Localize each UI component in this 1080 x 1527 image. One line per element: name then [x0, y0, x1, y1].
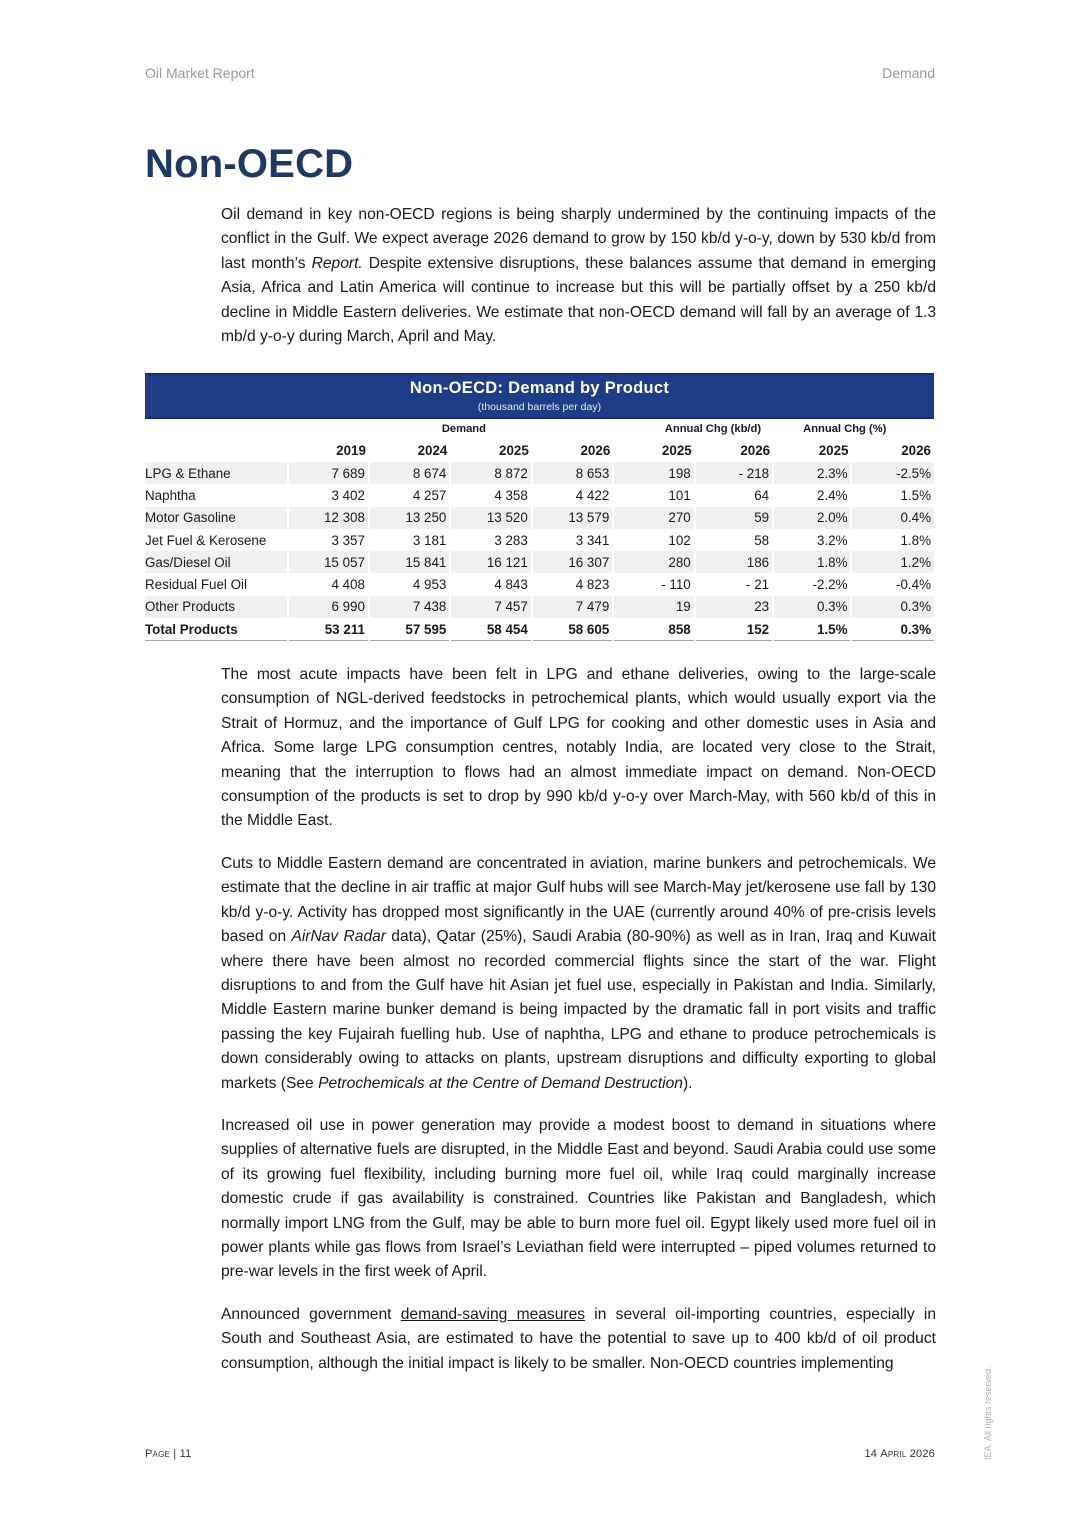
table-cell: 152 [695, 618, 773, 641]
table-cell: 12 308 [288, 507, 369, 529]
product-label: Residual Fuel Oil [145, 577, 247, 593]
year-header: 2019 [336, 442, 366, 458]
table-cell: 8 653 [532, 462, 613, 484]
table-cell: 0.3% [851, 618, 934, 641]
table-cell: 4 358 [450, 484, 531, 506]
table-cell: 1.5% [851, 484, 934, 506]
petrochemicals-section-reference[interactable]: Petrochemicals at the Centre of Demand Destruction [318, 1074, 683, 1092]
table-cell: 4 823 [532, 573, 613, 595]
table-row [145, 507, 934, 529]
table-cell: 2.3% [773, 462, 851, 484]
table-cell: -2.2% [773, 573, 851, 595]
paragraph-lpg: The most acute impacts have been felt in LPG and ethane deliveries, owing to the large-scale consumption of NGL-derived feedstocks in petrochemical plants, which would usually export via the Strait of Hormuz, and the importance of Gulf LPG for cooking and other domestic uses in Asia and Africa. Some large LPG consumption centres, notably India, are located very close to the Strait, meaning that the interruption to flows had an almost immediate impact on demand. Non-OECD consumption of the products is set to drop by 990 kb/d y-o-y over March-May, with 560 kb/d of this in the Middle East. [221, 666, 936, 830]
table-cell: 1.8% [773, 551, 851, 573]
table-cell: 3 283 [450, 529, 531, 551]
table-cell: 58 454 [450, 618, 531, 641]
table-cell: 7 689 [288, 462, 369, 484]
table-cell: 3.2% [773, 529, 851, 551]
product-label: Total Products [145, 618, 288, 641]
table-cell: 53 211 [288, 618, 369, 641]
report-title: Oil Market Report [145, 65, 255, 81]
table-cell: 4 843 [450, 573, 531, 595]
paragraph-intro: Oil demand in key non-OECD regions is being sharply undermined by the continuing impacts of the conflict in the Gulf. We expect average 2026 demand to grow by 150 kb/d y-o-y, down by 530 kb/d from last month’s Report. Despite extensive disruptions, these balances assume that demand in emerging Asia, Africa and Latin America will continue to increase but this will be partially offset by a 250 kb/d decline in Middle Eastern deliveries. We estimate that non-OECD demand will fall by an average of 1.3 mb/d y-o-y during March, April and May. [221, 206, 936, 346]
table-cell: 270 [613, 507, 694, 529]
year-header: 2024 [417, 442, 448, 458]
table-row [145, 484, 934, 506]
table-cell: 6 990 [288, 596, 369, 618]
table-row [145, 529, 934, 551]
table-cell: - 110 [613, 573, 694, 595]
table-cell: 2.0% [773, 507, 851, 529]
paragraph-demand-saving: Announced government demand-saving measures in several oil-importing countries, especially in South and Southeast Asia, are estimated to have the potential to save up to 400 kb/d of oil product consumption, although the initial impact is likely to be smaller. Non-OECD countries implementing [221, 1306, 937, 1372]
table-cell: 3 402 [288, 484, 369, 506]
table-cell: 858 [613, 618, 694, 641]
table-cell: 58 [695, 529, 773, 551]
table-row [145, 462, 934, 484]
year-header: 2026 [740, 442, 771, 458]
table-cell: 1.5% [773, 618, 851, 641]
demand-by-product-table [145, 373, 934, 641]
group-chg-pct: Annual Chg (%) [803, 422, 887, 435]
product-label: Jet Fuel & Kerosene [145, 532, 267, 548]
table-cell: 23 [695, 596, 773, 618]
table-cell: 13 250 [369, 507, 450, 529]
table-cell: 1.8% [851, 529, 934, 551]
table-cell: 16 307 [532, 551, 613, 573]
table-cell: 13 579 [532, 507, 613, 529]
table-cell: - 21 [695, 573, 773, 595]
table-cell: 2.4% [773, 484, 851, 506]
table-cell: 8 674 [369, 462, 450, 484]
table-title-bar [145, 373, 934, 419]
year-header: 2025 [818, 442, 849, 458]
table-cell: 198 [613, 462, 694, 484]
table-cell: 57 595 [369, 618, 450, 641]
table-cell: 4 408 [288, 573, 369, 595]
table-cell: 58 605 [532, 618, 613, 641]
table-cell: 3 341 [532, 529, 613, 551]
report-date: 14 April 2026 [864, 1448, 935, 1460]
table-cell: 3 357 [288, 529, 369, 551]
table-cell: - 218 [695, 462, 773, 484]
table-title: Non-OECD: Demand by Product [409, 379, 670, 397]
product-label: LPG & Ethane [145, 462, 288, 484]
table-cell: 15 841 [369, 551, 450, 573]
year-header-row [145, 438, 934, 462]
table-cell: 1.2% [851, 551, 934, 573]
year-header: 2026 [901, 442, 931, 458]
airnav-radar-italic: AirNav Radar [291, 928, 386, 946]
report-italic: Report. [311, 254, 363, 272]
table-cell: 19 [613, 596, 694, 618]
product-label: Gas/Diesel Oil [145, 551, 288, 573]
table-cell: 4 953 [369, 573, 450, 595]
table-cell: 0.4% [851, 507, 934, 529]
group-demand: Demand [441, 422, 486, 435]
table-cell: 13 520 [450, 507, 531, 529]
table-row [145, 618, 934, 641]
table-row [145, 551, 934, 573]
table-cell: -0.4% [851, 573, 934, 595]
table-cell: 15 057 [288, 551, 369, 573]
table-cell: 64 [695, 484, 773, 506]
product-label: Naphtha [145, 487, 196, 503]
group-header-row [145, 419, 934, 438]
table-cell: 16 121 [450, 551, 531, 573]
group-chg-kbd: Annual Chg (kb/d) [664, 422, 762, 435]
table-cell: 7 457 [450, 596, 531, 618]
table-cell: 7 438 [369, 596, 450, 618]
table-row [145, 573, 934, 595]
page-number: Page | 11 [145, 1448, 192, 1460]
paragraph-middle-east: Cuts to Middle Eastern demand are concentrated in aviation, marine bunkers and petrochemicals. We estimate that the decline in air traffic at major Gulf hubs will see March-May jet/kerosene use fall by 130 kb/d y-o-y. Activity has dropped most significantly in the UAE (currently around 40% of pre-crisis levels based on AirNav Radar data), Qatar (25%), Saudi Arabia (80-90%) as well as in Iran, Iraq and Kuwait where there have been almost no recorded commercial flights since the start of the war. Flight disruptions to and from the Gulf have hit Asian jet fuel use, especially in Pakistan and India. Similarly, Middle Eastern marine bunker demand is being impacted by the dramatic fall in port visits and traffic passing the key Fujairah fuelling hub. Use of naphtha, LPG and ethane to produce petrochemicals is down considerably owing to attacks on plants, upstream disruptions and difficulty exporting to global markets (See Petrochemicals at the Centre of Demand Destruction). [221, 855, 937, 1092]
table-cell: -2.5% [851, 462, 934, 484]
table-cell: 8 872 [450, 462, 531, 484]
section-name: Demand [882, 65, 935, 81]
page-title: Non-OECD [145, 142, 354, 186]
paragraph-power-generation: Increased oil use in power generation may provide a modest boost to demand in situations where supplies of alternative fuels are disrupted, in the Middle East and beyond. Saudi Arabia could use some of its growing fuel flexibility, including burning more fuel oil, while Iraq could marginally increase domestic crude if gas availability is constrained. Countries like Pakistan and Bangladesh, which normally import LNG from the Gulf, may be able to burn more fuel oil. Egypt likely used more fuel oil in power plants while gas flows from Israel’s Leviathan field were interrupted – piped volumes returned to pre-war levels in the first week of April. [221, 1117, 936, 1281]
year-header: 2025 [499, 442, 529, 458]
table-cell: 0.3% [851, 596, 934, 618]
table-cell: 7 479 [532, 596, 613, 618]
table-subtitle: (thousand barrels per day) [477, 401, 602, 413]
product-label: Other Products [145, 596, 288, 618]
demand-saving-measures-link[interactable]: demand-saving measures [400, 1306, 586, 1323]
table-cell: 102 [613, 529, 694, 551]
year-header: 2026 [580, 442, 611, 458]
table-cell: 186 [695, 551, 773, 573]
table-cell: 101 [613, 484, 694, 506]
table-cell: 4 257 [369, 484, 450, 506]
table-cell: 280 [613, 551, 694, 573]
year-header: 2025 [661, 442, 692, 458]
table-row [145, 596, 934, 618]
table-cell: 59 [695, 507, 773, 529]
copyright-watermark: IEA. All rights reserved. [983, 1366, 993, 1460]
data-table [145, 419, 934, 641]
table-cell: 3 181 [369, 529, 450, 551]
product-label: Motor Gasoline [145, 507, 288, 529]
table-cell: 4 422 [532, 484, 613, 506]
table-cell: 0.3% [773, 596, 851, 618]
